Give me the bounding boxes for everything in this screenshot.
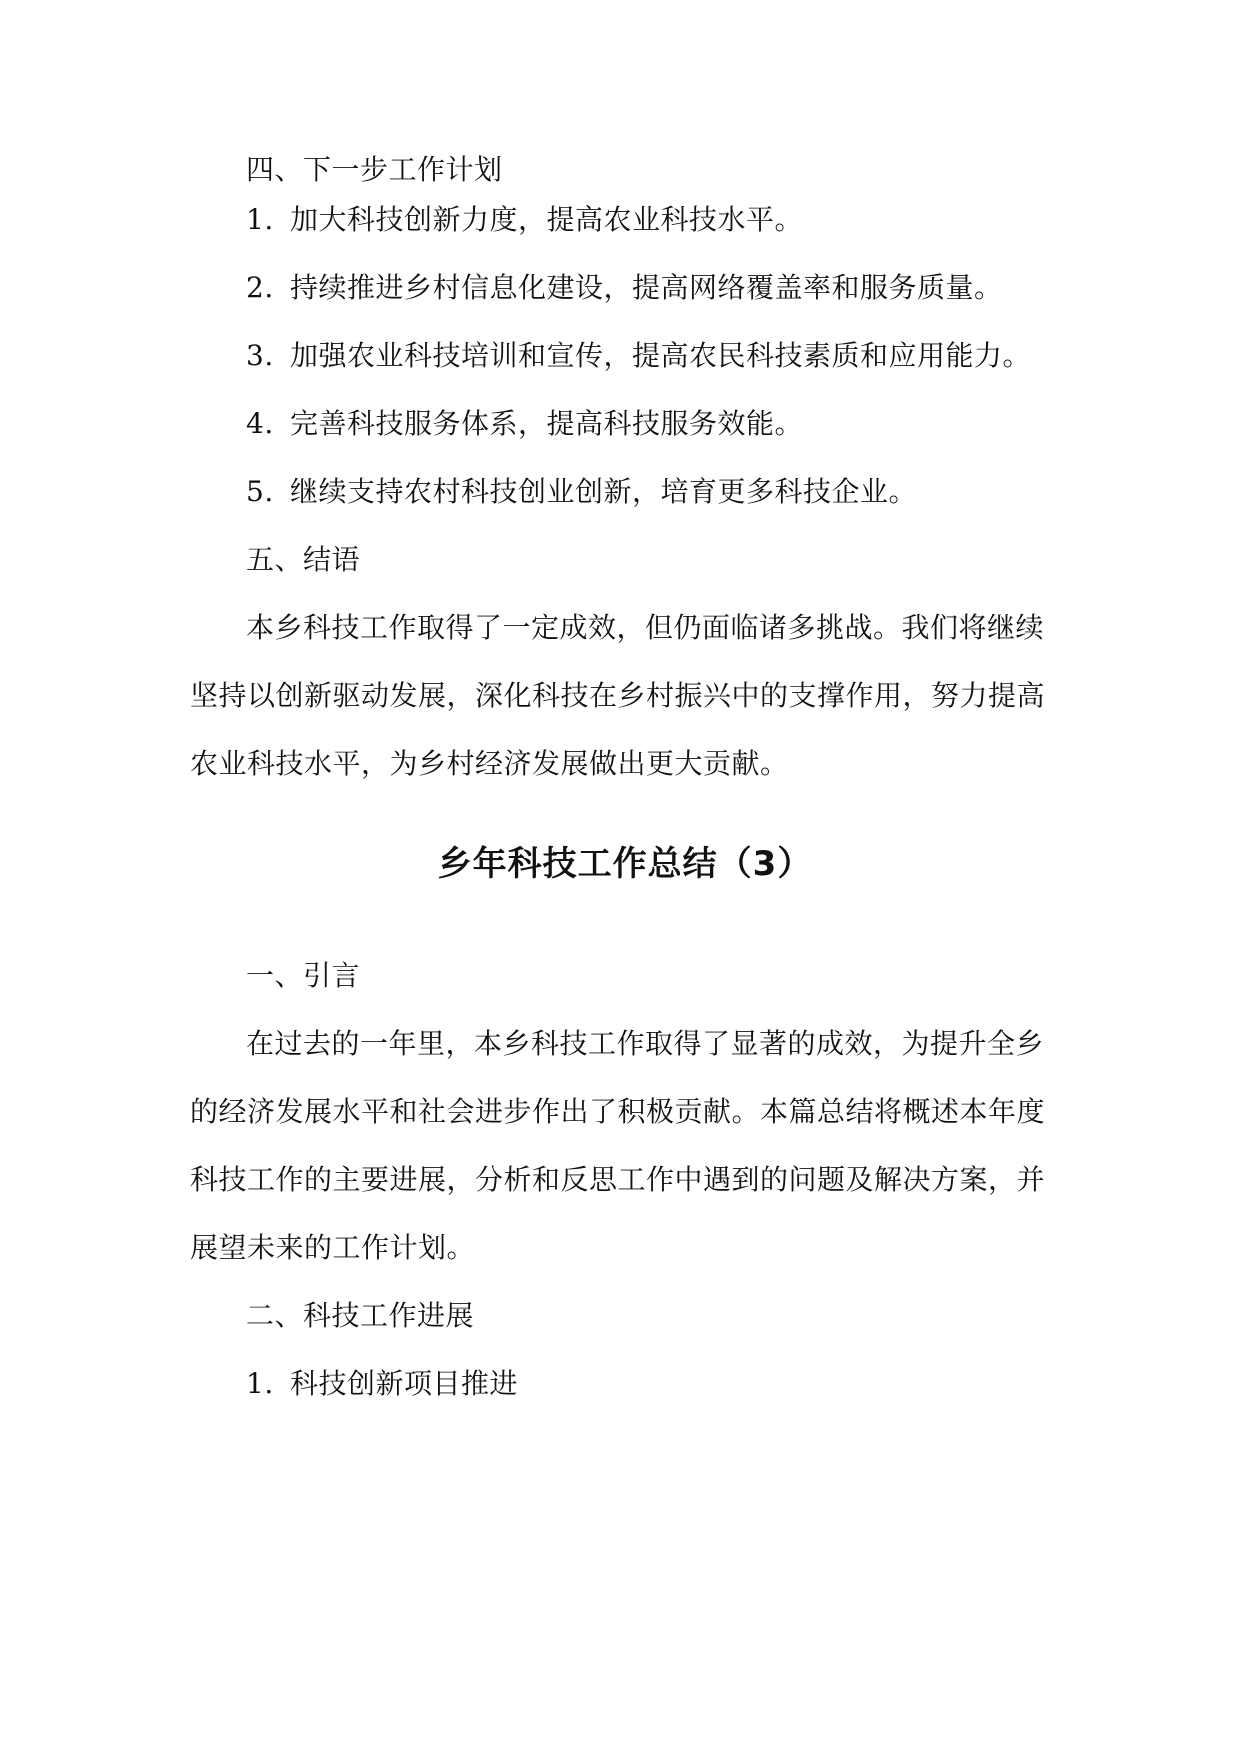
list-item-number: 3. [246, 339, 274, 372]
list-item [246, 268, 1116, 308]
paragraph-line: 坚持以创新驱动发展，深化科技在乡村振兴中的支撑作用，努力提高 [190, 679, 1046, 712]
paragraph-line: 展望未来的工作计划。 [190, 1231, 476, 1264]
list-item [246, 404, 1116, 444]
paragraph-line: 科技工作的主要进展，分析和反思工作中遇到的问题及解决方案，并 [190, 1163, 1046, 1196]
paragraph-line: 农业科技水平，为乡村经济发展做出更大贡献。 [190, 747, 789, 780]
section-heading-intro: 一、引言 [246, 959, 361, 992]
section-heading-progress: 二、科技工作进展 [246, 1299, 475, 1332]
document-title: 乡年科技工作总结（3） [437, 844, 813, 884]
list-item [246, 336, 1116, 376]
paragraph-line: 的经济发展水平和社会进步作出了积极贡献。本篇总结将概述本年度 [190, 1095, 1046, 1128]
list-item-number: 1. [246, 203, 274, 236]
paragraph-line: 本乡科技工作取得了一定成效，但仍面临诸多挑战。我们将继续 [246, 611, 1045, 644]
list-item-number: 1. [246, 1367, 274, 1400]
list-item [246, 1364, 1116, 1404]
list-item-number: 5. [246, 475, 274, 508]
list-item-text: 科技创新项目推进 [290, 1367, 519, 1400]
list-item [246, 472, 1116, 512]
list-item-text: 完善科技服务体系，提高科技服务效能。 [290, 407, 804, 440]
list-item-text: 持续推进乡村信息化建设，提高网络覆盖率和服务质量。 [290, 271, 1003, 304]
section-heading-next-plan: 四、下一步工作计划 [246, 153, 503, 186]
list-item-text: 加大科技创新力度，提高农业科技水平。 [290, 203, 804, 236]
list-item-text: 加强农业科技培训和宣传，提高农民科技素质和应用能力。 [290, 339, 1032, 372]
section-heading-conclusion: 五、结语 [246, 543, 361, 576]
list-item-number: 2. [246, 271, 274, 304]
list-item-number: 4. [246, 407, 274, 440]
list-item [246, 200, 1116, 240]
list-item-text: 继续支持农村科技创业创新，培育更多科技企业。 [290, 475, 918, 508]
paragraph-line: 在过去的一年里，本乡科技工作取得了显著的成效，为提升全乡 [246, 1027, 1045, 1060]
